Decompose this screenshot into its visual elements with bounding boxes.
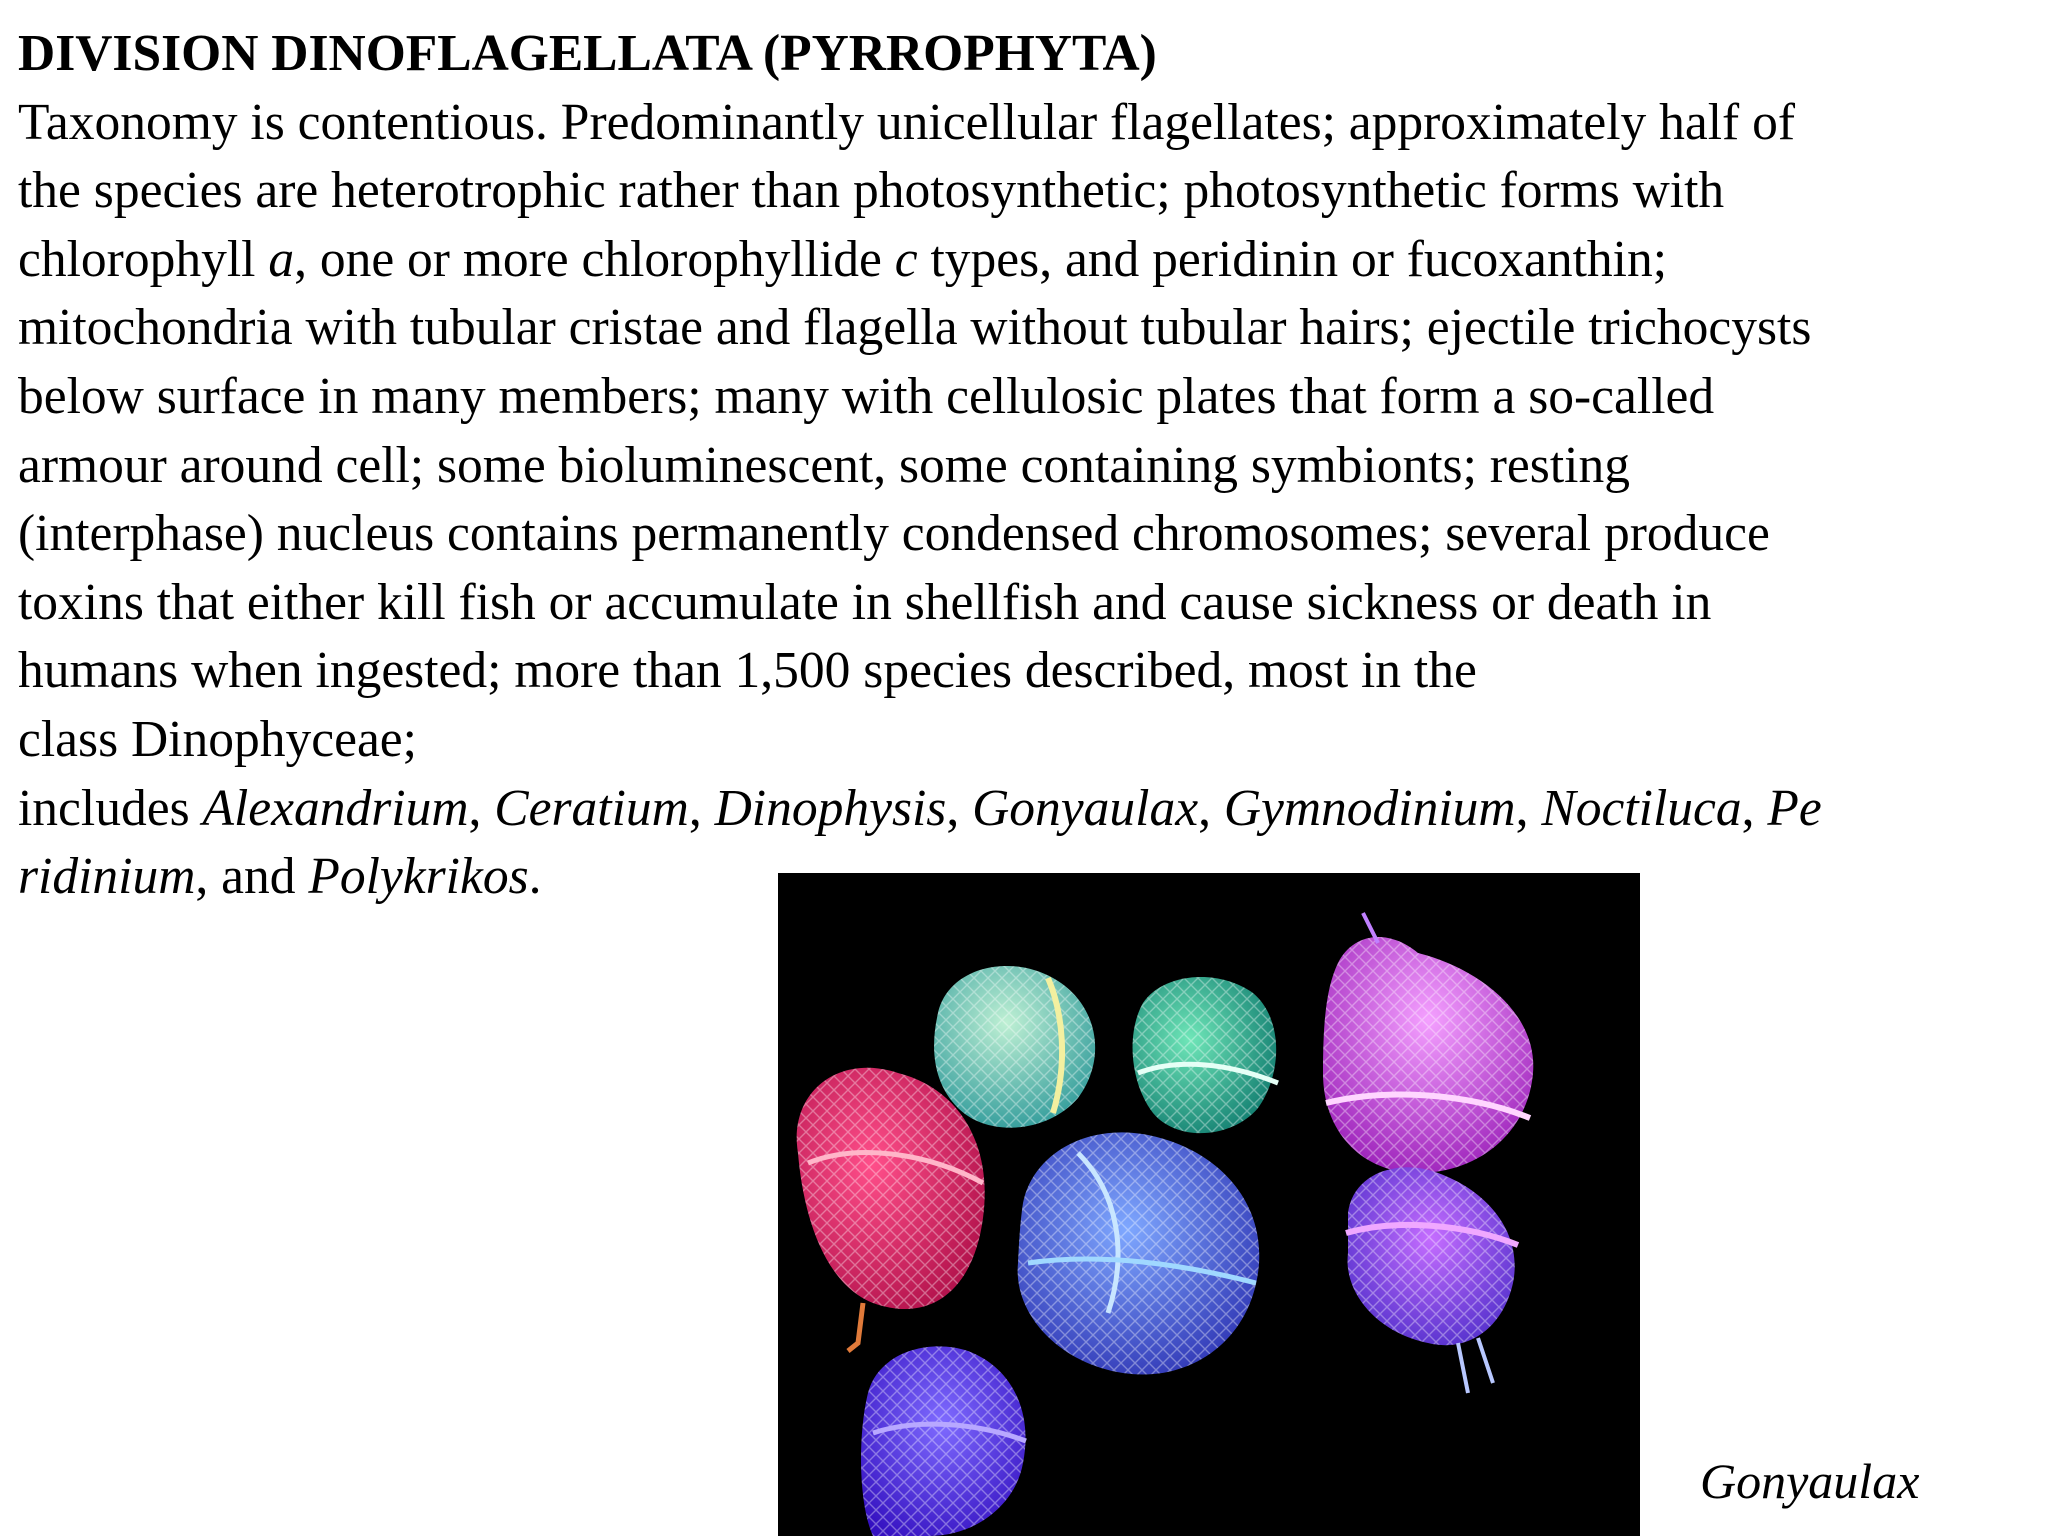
text-run: types, and peridinin or fucoxanthin;: [917, 230, 1668, 288]
text-run: ,: [1741, 779, 1768, 837]
genus-name: Gonyaulax: [972, 779, 1199, 837]
text-line-10: class Dinophyceae;: [18, 710, 417, 768]
text-run: .: [528, 848, 542, 906]
text-line-3: [18, 226, 2038, 295]
description-text: [18, 20, 2038, 912]
text-run: includes: [18, 779, 203, 837]
indigo-cell: [861, 1346, 1026, 1536]
text-line-7: (interphase) nucleus contains permanently condensed chromosomes; several produce: [18, 505, 1770, 563]
text-line-4: mitochondria with tubular cristae and flagella without tubular hairs; ejectile trichocysts: [18, 299, 1812, 357]
text-run: chlorophyll: [18, 230, 269, 288]
italic-term: a: [268, 230, 295, 288]
italic-term: c: [894, 230, 918, 288]
micrograph-illustration: [778, 873, 1640, 1536]
genus-name: Alexandrium: [202, 779, 469, 837]
text-line-8: toxins that either kill fish or accumulate in shellfish and cause sickness or death in: [18, 573, 1712, 631]
text-line-11: [18, 775, 2038, 844]
genus-name: Ceratium: [494, 779, 689, 837]
text-run: ,: [946, 779, 973, 837]
genus-name: ridinium: [18, 848, 196, 906]
teal-cell: [934, 966, 1095, 1128]
text-line-9: humans when ingested; more than 1,500 species described, most in the: [18, 642, 1477, 700]
division-heading: DIVISION DINOFLAGELLATA (PYRROPHYTA): [18, 25, 1157, 82]
genus-name: Gymnodinium: [1223, 779, 1516, 837]
text-line-6: armour around cell; some bioluminescent, some containing symbionts; resting: [18, 436, 1630, 494]
text-line-5: below surface in many members; many with cellulosic plates that form a so-called: [18, 367, 1715, 425]
text-run: ,: [468, 779, 495, 837]
text-line-2: the species are heterotrophic rather than photosynthetic; photosynthetic forms with: [18, 162, 1725, 220]
text-line-1: Taxonomy is contentious. Predominantly unicellular flagellates; approximately half of: [18, 93, 1795, 151]
genus-name: Pe: [1767, 779, 1822, 837]
text-run: , and: [195, 848, 309, 906]
pink-cell: [797, 1068, 985, 1351]
blue-cell: [1018, 1132, 1260, 1374]
green-cell: [1133, 977, 1278, 1133]
figure-caption: Gonyaulax: [1700, 1453, 1920, 1509]
genus-name: Polykrikos: [308, 848, 529, 906]
text-run: ,: [1198, 779, 1224, 837]
text-run: , one or more chlorophyllide: [294, 230, 895, 288]
text-run: ,: [1515, 779, 1542, 837]
violet-cell: [1346, 1167, 1518, 1393]
genus-name: Dinophysis: [714, 779, 947, 837]
dinoflagellate-micrograph: [778, 873, 1640, 1536]
genus-name: Noctiluca: [1541, 779, 1742, 837]
magenta-cell: [1323, 913, 1533, 1173]
text-run: ,: [688, 779, 715, 837]
